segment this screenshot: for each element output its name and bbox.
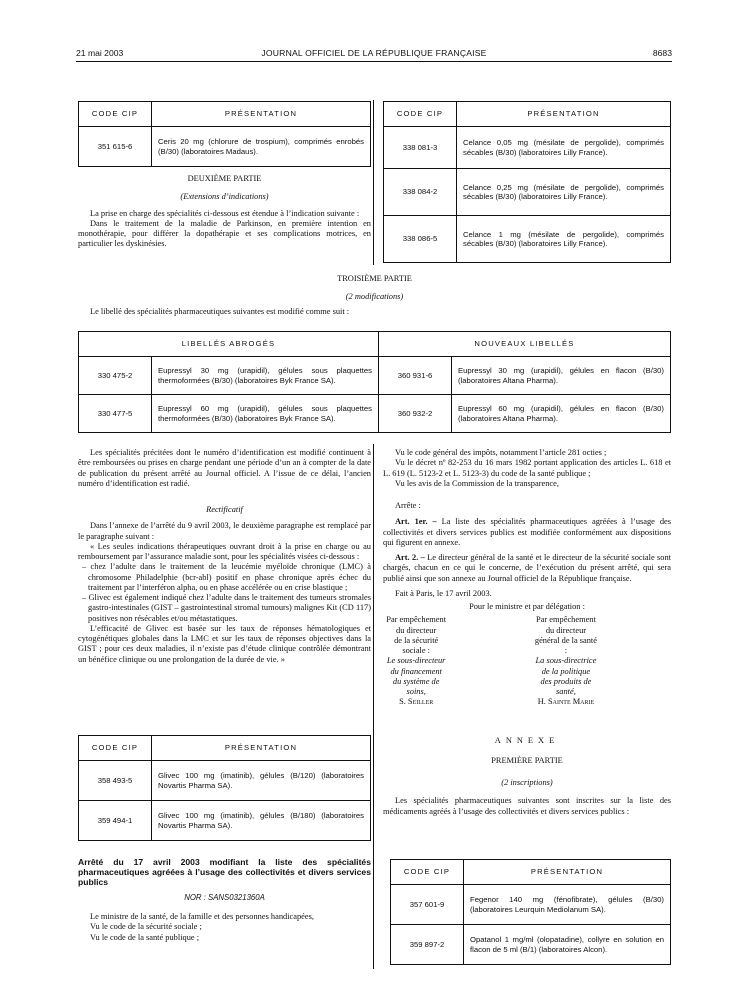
old-cip-code: 330 475-2 — [79, 357, 152, 395]
cip-code: 351 615-6 — [79, 127, 152, 167]
table-row — [384, 216, 671, 263]
col-presentation: PRÉSENTATION — [152, 736, 371, 761]
signature-line: des produits de santé, — [540, 676, 592, 696]
new-cip-code: 360 931-6 — [379, 357, 452, 395]
section-deuxieme-partie — [78, 174, 371, 250]
table-row — [79, 357, 671, 395]
section-title: DEUXIÈME PARTIE — [187, 174, 262, 183]
paragraph: Les spécialités précitées dont le numéro d’identification est modifié continuent à être remboursées ou prises en charge pendant une période d’un an à compter de la date de publication du présent arrêté au Journal officiel. A l’issue de ce délai, l’ancien numéro d’identification est radié. — [78, 448, 371, 488]
column-divider-top — [373, 100, 374, 265]
paragraph: Vu les avis de la Commission de la transparence, — [395, 478, 559, 488]
right-column — [383, 448, 671, 817]
cip-code: 359 897-2 — [391, 925, 464, 965]
col-presentation: PRÉSENTATION — [457, 102, 671, 127]
table-bottom-right — [390, 859, 671, 965]
signature-line: de la sécurité sociale : — [394, 635, 439, 655]
old-label: Eupressyl 30 mg (urapidil), gélules sous plaquettes thermoformées (B/30) (laboratoires Byk France SA). — [152, 357, 379, 395]
page-header — [76, 48, 672, 60]
cip-code: 359 494-1 — [79, 801, 152, 841]
header-rule — [76, 61, 672, 62]
paragraph: Vu le décret nº 82-253 du 16 mars 1982 portant application des articles L. 618 et L. 619 (L. 5123-2 et L. 5123-3) du code de la santé publique ; — [383, 458, 671, 478]
table-row — [391, 925, 671, 965]
presentation-text: Opatanol 1 mg/ml (olopatadine), collyre en solution en flacon de 5 ml (B/1) (laboratoires Alcon). — [464, 925, 671, 965]
cip-code: 358 493-5 — [79, 761, 152, 801]
paragraph: Le ministre de la santé, de la famille et des personnes handicapées, — [90, 912, 314, 922]
old-label: Eupressyl 60 mg (urapidil), gélules sous plaquettes thermoformées (B/30) (laboratoires Byk France SA). — [152, 395, 379, 433]
nor-reference: NOR : SANS0321360A — [184, 892, 265, 902]
col-presentation: PRÉSENTATION — [152, 102, 371, 127]
signature-line: du directeur général de la santé : — [534, 625, 597, 655]
col-presentation: PRÉSENTATION — [464, 860, 671, 885]
presentation-text: Celance 0,25 mg (mésilate de pergolide), comprimés sécables (B/30) (laboratoires Lilly France). — [457, 169, 671, 216]
table-top-right — [383, 101, 671, 263]
cip-code: 338 086-5 — [384, 216, 457, 263]
col-code-cip: CODE CIP — [79, 736, 152, 761]
signature-line: Par empêchement — [536, 615, 596, 625]
article-1 — [383, 517, 671, 548]
presentation-text: Glivec 100 mg (imatinib), gélules (B/180) (laboratoires Novartis Pharma SA). — [152, 801, 371, 841]
table-row — [391, 885, 671, 925]
signature-line: du financement — [390, 666, 442, 676]
signatures — [383, 615, 671, 707]
left-column — [78, 448, 371, 665]
col-libelles-abroges: LIBELLÉS ABROGÉS — [79, 332, 379, 357]
section-title: PREMIÈRE PARTIE — [491, 755, 563, 765]
signature-line: Le sous-directeur — [386, 656, 446, 666]
paragraph: Fait à Paris, le 17 avril 2003. — [395, 588, 492, 598]
bullet-item: – Glivec est également indiqué chez l’adulte dans le traitement des tumeurs stromales gastro-intestinales (GIST – gastrointestinal stromal tumours) malignes Kit (CD 117) positives non résécables et/ou métastatiques. — [82, 593, 371, 623]
new-cip-code: 360 932-2 — [379, 395, 452, 433]
section-troisieme-partie — [78, 274, 671, 317]
signature-line: de la politique — [541, 666, 591, 676]
col-nouveaux-libelles: NOUVEAUX LIBELLÉS — [379, 332, 671, 357]
header-date: 21 mai 2003 — [76, 48, 124, 58]
presentation-text: Celance 0,05 mg (mésilate de pergolide), comprimés sécables (B/30) (laboratoires Lilly France). — [457, 127, 671, 169]
table-glivec — [78, 735, 371, 841]
paragraph: Vu le code de la santé publique ; — [90, 932, 200, 942]
signature-left — [383, 615, 521, 707]
article-text: Le directeur général de la santé et le directeur de la sécurité sociale sont chargés, chacun en ce qui le concerne, de l’exécution du présent arrêté, qui sera publié ainsi que son annexe au Journal officiel de la République française. — [383, 553, 671, 583]
cip-code: 357 601-9 — [391, 885, 464, 925]
column-divider-bottom — [373, 444, 374, 969]
bullet-item: – chez l’adulte dans le traitement de la leucémie myéloïde chronique (LMC) à chromosome Philadelphie (bcr-abl) positif en phase chronique après échec du traitement par l’interféron alpha, ou en phase accélérée ou en crise blastique ; — [82, 562, 371, 592]
col-code-cip: CODE CIP — [384, 102, 457, 127]
table-row — [79, 127, 371, 167]
arrete-block — [78, 858, 371, 943]
signature-line: La sous-directrice — [535, 656, 597, 666]
section-subtitle: (2 inscriptions) — [501, 778, 553, 787]
presentation-text: Glivec 100 mg (imatinib), gélules (B/120) (laboratoires Novartis Pharma SA). — [152, 761, 371, 801]
delegation-line: Pour le ministre et par délégation : — [469, 602, 585, 611]
new-label: Eupressyl 30 mg (urapidil), gélules en flacon (B/30) (laboratoires Altana Pharma). — [452, 357, 671, 395]
signatory-name: H. Sainte Marie — [537, 697, 595, 707]
section-subtitle: (2 modifications) — [345, 292, 404, 302]
presentation-text: Celance 1 mg (mésilate de pergolide), comprimés sécables (B/30) (laboratoires Lilly France). — [457, 216, 671, 263]
paragraph: L’efficacité de Glivec est basée sur les taux de réponses hématologiques et cytogénétiques globales dans la LMC et sur les taux de réponses objectives dans la GIST ; pour ces deux maladies, il n’existe pas d’étude clinique contrôlée démontrant un bénéfice clinique ou une prolongation de la durée de vie. » — [78, 623, 371, 664]
table-top-left — [78, 101, 371, 167]
cip-code: 338 084-2 — [384, 169, 457, 216]
presentation-text: Fegenor 140 mg (fénofibrate), gélules (B/30) (laboratoires Leurquin Mediolanum SA). — [464, 885, 671, 925]
header-page-number: 8683 — [652, 48, 672, 58]
arrete-title: Arrêté du 17 avril 2003 modifiant la liste des spécialités pharmaceutiques agréées à l’usage des collectivités et divers services publics — [78, 857, 371, 887]
signatory-name: S. Seiller — [399, 697, 434, 707]
paragraph: Le libellé des spécialités pharmaceutiques suivantes est modifié comme suit : — [90, 306, 350, 316]
section-subtitle: (Extensions d’indications) — [180, 192, 269, 202]
paragraph: La prise en charge des spécialités ci-dessous est étendue à l’indication suivante : — [90, 208, 360, 218]
header-journal-title: JOURNAL OFFICIEL DE LA RÉPUBLIQUE FRANÇAISE — [261, 48, 487, 58]
paragraph: Les spécialités pharmaceutiques suivantes sont inscrites sur la liste des médicaments agréés à l’usage des collectivités et divers services publics : — [383, 796, 671, 816]
col-code-cip: CODE CIP — [391, 860, 464, 885]
cip-code: 338 081-3 — [384, 127, 457, 169]
new-label: Eupressyl 60 mg (urapidil), gélules en flacon (B/30) (laboratoires Altana Pharma). — [452, 395, 671, 433]
table-row — [384, 127, 671, 169]
presentation-text: Ceris 20 mg (chlorure de trospium), comprimés enrobés (B/30) (laboratoires Madaus). — [152, 127, 371, 167]
article-label: Art. 2. – — [395, 553, 425, 562]
signature-line: du système de soins, — [392, 676, 440, 696]
table-row — [79, 801, 371, 841]
annexe-title: ANNEXE — [494, 735, 560, 745]
paragraph: « Les seules indications thérapeutiques ouvrant droit à la prise en charge ou au remboursement par l’assurance maladie sont, pour les spécialités visées ci-dessous : — [78, 541, 371, 561]
col-code-cip: CODE CIP — [79, 102, 152, 127]
paragraph: Vu le code de la sécurité sociale ; — [90, 922, 202, 932]
table-row — [79, 395, 671, 433]
table-row — [79, 761, 371, 801]
paragraph: Dans le traitement de la maladie de Parkinson, en première intention en monothérapie, pour différer la dopathérapie et ses complications motrices, en particulier les dyskinésies. — [78, 218, 371, 249]
paragraph: Arrête : — [395, 501, 421, 510]
table-modifications — [78, 331, 671, 433]
paragraph: Dans l’annexe de l’arrêté du 9 avril 2003, le deuxième paragraphe est remplacé par le paragraphe suivant : — [78, 521, 371, 541]
rectificatif-title: Rectificatif — [206, 505, 243, 514]
signature-line: Par empêchement du directeur — [386, 615, 447, 635]
paragraph: Vu le code général des impôts, notamment l’article 281 octies ; — [395, 448, 607, 457]
section-title: TROISIÈME PARTIE — [337, 274, 412, 283]
article-2 — [383, 553, 671, 584]
table-row — [384, 169, 671, 216]
old-cip-code: 330 477-5 — [79, 395, 152, 433]
article-label: Art. 1er. – — [395, 517, 437, 527]
signature-right — [533, 615, 671, 707]
article-text: La liste des spécialités pharmaceutiques agréées à l’usage des collectivités et divers services publics est modifiée conformément aux dispositions qui figurent en annexe. — [383, 517, 672, 547]
